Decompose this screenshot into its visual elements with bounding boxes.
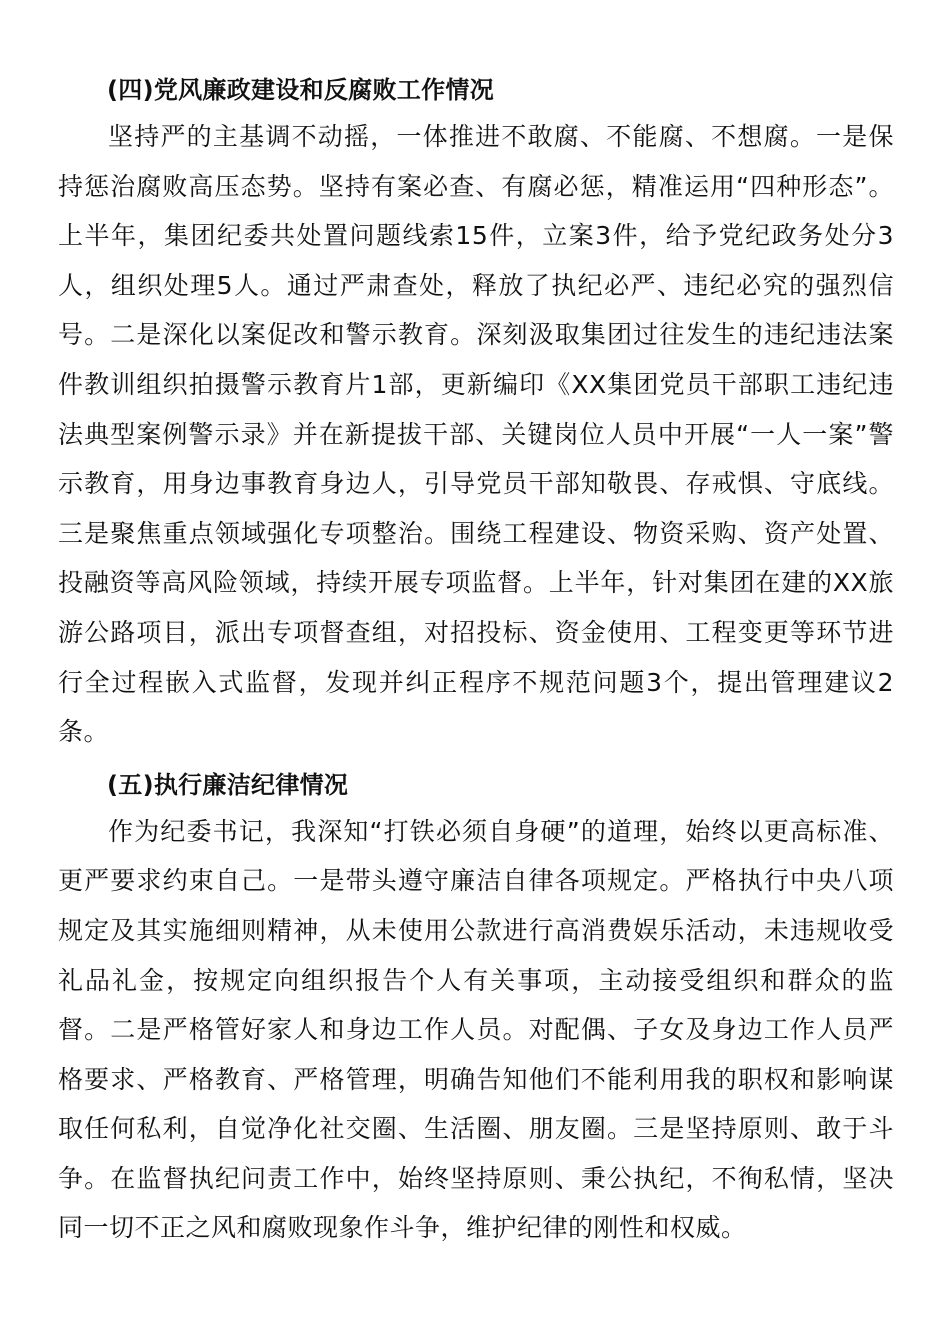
section-heading-5: (五)执行廉洁纪律情况 (107, 770, 349, 799)
document-content (58, 68, 894, 1253)
section-heading-4: (四)党风廉政建设和反腐败工作情况 (107, 76, 495, 104)
section-body-5: 作为纪委书记，我深知“打铁必须自身硬”的道理，始终以更高标准、更严要求约束自己。一是带头遵守廉洁自律各项规定。严格执行中央八项规定及其实施细则精神，从未使用公款进行高消费娱乐活动，未违规收受礼品礼金，按规定向组织报告个人有关事项，主动接受组织和群众的监督。二是严格管好家人和身边工作人员。对配偶、子女及身边工作人员严格要求、严格教育、严格管理，明确告知他们不能利用我的职权和影响谋取任何私利，自觉净化社交圈、生活圈、朋友圈。三是坚持原则、敢于斗争。在监督执纪问责工作中，始终坚持原则、秉公执纪，不徇私情，坚决同一切不正之风和腐败现象作斗争，维护纪律的刚性和权威。 (58, 816, 894, 1243)
section-body-4: 坚持严的主基调不动摇，一体推进不敢腐、不能腐、不想腐。一是保持惩治腐败高压态势。坚持有案必查、有腐必惩，精准运用“四种形态”。上半年，集团纪委共处置问题线索15件，立案3件，给予党纪政务处分3人，组织处理5人。通过严肃查处，释放了执纪必严、违纪必究的强烈信号。二是深化以案促改和警示教育。深刻汲取集团过往发生的违纪违法案件教训组织拍摄警示教育片1部，更新编印《XX集团党员干部职工违纪违法典型案例警示录》并在新提拔干部、关键岗位人员中开展“一人一案”警示教育，用身边事教育身边人，引导党员干部知敬畏、存戒惧、守底线。三是聚焦重点领域强化专项整治。围绕工程建设、物资采购、资产处置、投融资等高风险领域，持续开展专项监督。上半年，针对集团在建的XX旅游公路项目，派出专项督查组，对招投标、资金使用、工程变更等环节进行全过程嵌入式监督，发现并纠正程序不规范问题3个，提出管理建议2条。 (58, 122, 894, 747)
